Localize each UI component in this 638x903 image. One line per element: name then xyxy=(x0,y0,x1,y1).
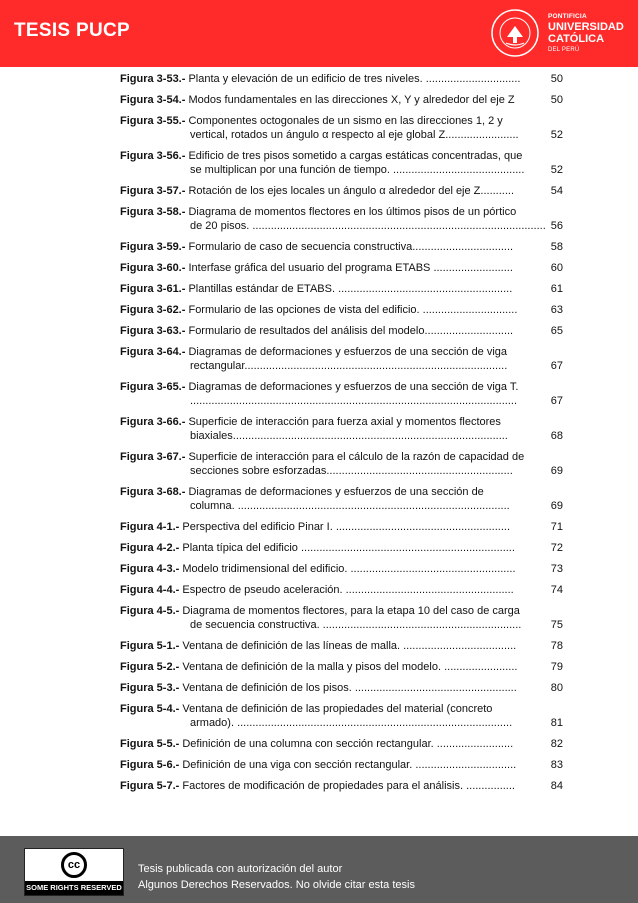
figure-caption: Ventana de definición de los pisos. ..................................................... xyxy=(182,682,517,694)
header-bar xyxy=(0,0,638,67)
figure-number: Figura 5-1.- xyxy=(120,640,180,652)
figure-caption: de 20 pisos. ................................................................................................ xyxy=(190,220,546,232)
figure-caption: Planta típica del edificio ...................................................................... xyxy=(182,542,515,554)
toc-entry[interactable] xyxy=(120,345,563,373)
toc-entry[interactable] xyxy=(120,758,563,772)
toc-entry[interactable] xyxy=(120,583,563,597)
figure-caption: Espectro de pseudo aceleración. ....................................................... xyxy=(182,584,514,596)
figure-caption: vertical, rotados un ángulo α respecto al eje global Z........................ xyxy=(190,129,519,141)
toc-entry[interactable] xyxy=(120,737,563,751)
page-number: 69 xyxy=(550,465,563,477)
university-seal-logo xyxy=(491,9,539,57)
toc-entry[interactable] xyxy=(120,485,563,513)
figure-caption: Ventana de definición de la malla y pisos del modelo. ........................ xyxy=(182,661,518,673)
figure-caption: Interfase gráfica del usuario del programa ETABS .......................... xyxy=(188,262,513,274)
figure-caption: Definición de una columna con sección rectangular. ......................... xyxy=(182,738,514,750)
figure-number: Figura 3-55.- xyxy=(120,115,186,127)
figure-caption: ........................................................................................................... xyxy=(190,395,518,407)
page-number: 52 xyxy=(550,164,563,176)
figure-caption: Edificio de tres pisos sometido a cargas estáticas concentradas, que xyxy=(188,150,523,162)
figure-number: Figura 3-61.- xyxy=(120,283,186,295)
cc-icon: cc xyxy=(61,852,87,878)
page-number: 52 xyxy=(550,129,563,141)
university-name: PONTIFICIA UNIVERSIDAD CATÓLICA DEL PERÚ xyxy=(548,13,624,53)
page-number: 73 xyxy=(550,563,563,575)
toc-entry[interactable] xyxy=(120,114,563,142)
figure-caption: de secuencia constructiva. ................................................................. xyxy=(190,619,522,631)
page-number: 56 xyxy=(550,220,563,232)
figure-number: Figura 5-2.- xyxy=(120,661,180,673)
page-number: 83 xyxy=(550,759,563,771)
figure-caption: Superficie de interacción para el cálculo de la razón de capacidad de xyxy=(188,451,525,463)
page-number: 61 xyxy=(550,283,563,295)
toc-entry[interactable] xyxy=(120,450,563,478)
page-number: 80 xyxy=(550,682,563,694)
toc-entry[interactable] xyxy=(120,541,563,555)
page-number: 67 xyxy=(550,360,563,372)
toc-entry[interactable] xyxy=(120,303,563,317)
figure-number: Figura 4-4.- xyxy=(120,584,180,596)
figure-number: Figura 3-56.- xyxy=(120,150,186,162)
figure-number: Figura 3-66.- xyxy=(120,416,186,428)
figure-number: Figura 3-53.- xyxy=(120,73,186,85)
figure-number: Figura 4-1.- xyxy=(120,521,180,533)
footer-line-2: Algunos Derechos Reservados. No olvide citar esta tesis xyxy=(138,879,415,891)
figure-caption: secciones sobre esforzadas............................................................. xyxy=(190,465,513,477)
toc-entry[interactable] xyxy=(120,779,563,793)
page-number: 54 xyxy=(550,185,563,197)
figure-caption: Planta y elevación de un edificio de tres niveles. ............................... xyxy=(188,73,521,85)
figure-caption: Diagrama de momentos flectores en los últimos pisos de un pórtico xyxy=(188,206,517,218)
figure-number: Figura 3-67.- xyxy=(120,451,186,463)
page-number: 50 xyxy=(550,73,563,85)
figure-caption: Diagramas de deformaciones y esfuerzos de una sección de xyxy=(188,486,484,498)
figure-number: Figura 3-54.- xyxy=(120,94,186,106)
figure-number: Figura 5-5.- xyxy=(120,738,180,750)
figure-caption: Plantillas estándar de ETABS. ......................................................... xyxy=(188,283,513,295)
figure-caption: se multiplican por una función de tiempo. ........................................... xyxy=(190,164,525,176)
page-number: 71 xyxy=(550,521,563,533)
figure-number: Figura 4-5.- xyxy=(120,605,180,617)
figure-number: Figura 3-64.- xyxy=(120,346,186,358)
figure-caption: Formulario de resultados del análisis del modelo............................. xyxy=(188,325,514,337)
figure-caption: columna. ......................................................................................... xyxy=(190,500,510,512)
figure-number: Figura 5-6.- xyxy=(120,759,180,771)
figure-caption: Formulario de caso de secuencia constructiva................................. xyxy=(188,241,514,253)
footer-notice xyxy=(138,861,415,893)
page-number: 65 xyxy=(550,325,563,337)
figure-caption: Definición de una viga con sección rectangular. ................................. xyxy=(182,759,517,771)
page-number: 63 xyxy=(550,304,563,316)
page-number: 68 xyxy=(550,430,563,442)
page-number: 67 xyxy=(550,395,563,407)
figure-number: Figura 4-3.- xyxy=(120,563,180,575)
toc-entry[interactable] xyxy=(120,660,563,674)
repository-title: TESIS PUCP xyxy=(14,20,130,41)
figure-number: Figura 5-3.- xyxy=(120,682,180,694)
figure-number: Figura 3-63.- xyxy=(120,325,186,337)
page-number: 60 xyxy=(550,262,563,274)
figure-caption: Ventana de definición de las líneas de malla. ..................................... xyxy=(182,640,517,652)
figure-caption: Formulario de las opciones de vista del edificio. ............................... xyxy=(188,304,518,316)
footer-line-1: Tesis publicada con autorización del autor xyxy=(138,863,343,875)
page-number: 78 xyxy=(550,640,563,652)
toc-entry[interactable] xyxy=(120,380,563,408)
figure-number: Figura 5-4.- xyxy=(120,703,180,715)
toc-entry[interactable] xyxy=(120,261,563,275)
figure-number: Figura 3-62.- xyxy=(120,304,186,316)
figure-caption: Componentes octogonales de un sismo en las direcciones 1, 2 y xyxy=(188,115,503,127)
page-number: 69 xyxy=(550,500,563,512)
toc-entry[interactable] xyxy=(120,562,563,576)
toc-entry[interactable] xyxy=(120,93,563,107)
figure-number: Figura 3-59.- xyxy=(120,241,186,253)
figure-number: Figura 4-2.- xyxy=(120,542,180,554)
page-number: 75 xyxy=(550,619,563,631)
toc-entry[interactable] xyxy=(120,604,563,632)
figure-number: Figura 3-68.- xyxy=(120,486,186,498)
page-number: 79 xyxy=(550,661,563,673)
toc-entry[interactable] xyxy=(120,240,563,254)
toc-entry[interactable] xyxy=(120,184,563,198)
toc-entry[interactable] xyxy=(120,520,563,534)
figure-caption: Modos fundamentales en las direcciones X, Y y alrededor del eje Z xyxy=(188,94,515,106)
toc-entry[interactable] xyxy=(120,681,563,695)
figure-number: Figura 3-58.- xyxy=(120,206,186,218)
figure-caption: Ventana de definición de las propiedades del material (concreto xyxy=(182,703,493,715)
cc-label: SOME RIGHTS RESERVED xyxy=(25,881,123,895)
figure-caption: biaxiales.......................................................................................... xyxy=(190,430,508,442)
figure-caption: armado). .......................................................................................... xyxy=(190,717,513,729)
figure-caption: Diagramas de deformaciones y esfuerzos de una sección de viga xyxy=(188,346,508,358)
figure-number: Figura 3-57.- xyxy=(120,185,186,197)
figure-caption: Modelo tridimensional del edificio. ...................................................... xyxy=(182,563,516,575)
figure-caption: Factores de modificación de propiedades para el análisis. ................ xyxy=(182,780,515,792)
page-number: 81 xyxy=(550,717,563,729)
figure-caption: Diagrama de momentos flectores, para la etapa 10 del caso de carga xyxy=(182,605,520,617)
toc-entry[interactable] xyxy=(120,324,563,338)
toc-entry[interactable] xyxy=(120,415,563,443)
figure-caption: Diagramas de deformaciones y esfuerzos de una sección de viga T. xyxy=(188,381,519,393)
page-number: 84 xyxy=(550,780,563,792)
creative-commons-badge[interactable] xyxy=(24,848,124,896)
toc-entry[interactable] xyxy=(120,639,563,653)
figure-caption: Rotación de los ejes locales un ángulo α alrededor del eje Z........... xyxy=(188,185,515,197)
toc-entry[interactable] xyxy=(120,702,563,730)
figure-caption: rectangular...................................................................................... xyxy=(190,360,508,372)
toc-entry[interactable] xyxy=(120,72,563,86)
page-number: 74 xyxy=(550,584,563,596)
figure-number: Figura 3-65.- xyxy=(120,381,186,393)
page-number: 72 xyxy=(550,542,563,554)
toc-entry[interactable] xyxy=(120,282,563,296)
toc-entry[interactable] xyxy=(120,149,563,177)
figure-number: Figura 3-60.- xyxy=(120,262,186,274)
figure-index xyxy=(120,72,563,800)
page-number: 50 xyxy=(550,94,563,106)
page-number: 58 xyxy=(550,241,563,253)
figure-caption: Superficie de interacción para fuerza axial y momentos flectores xyxy=(188,416,501,428)
figure-caption: Perspectiva del edificio Pinar I. ......................................................... xyxy=(182,521,511,533)
figure-number: Figura 5-7.- xyxy=(120,780,180,792)
footer-bar xyxy=(0,836,638,903)
toc-entry[interactable] xyxy=(120,205,563,233)
page-number: 82 xyxy=(550,738,563,750)
